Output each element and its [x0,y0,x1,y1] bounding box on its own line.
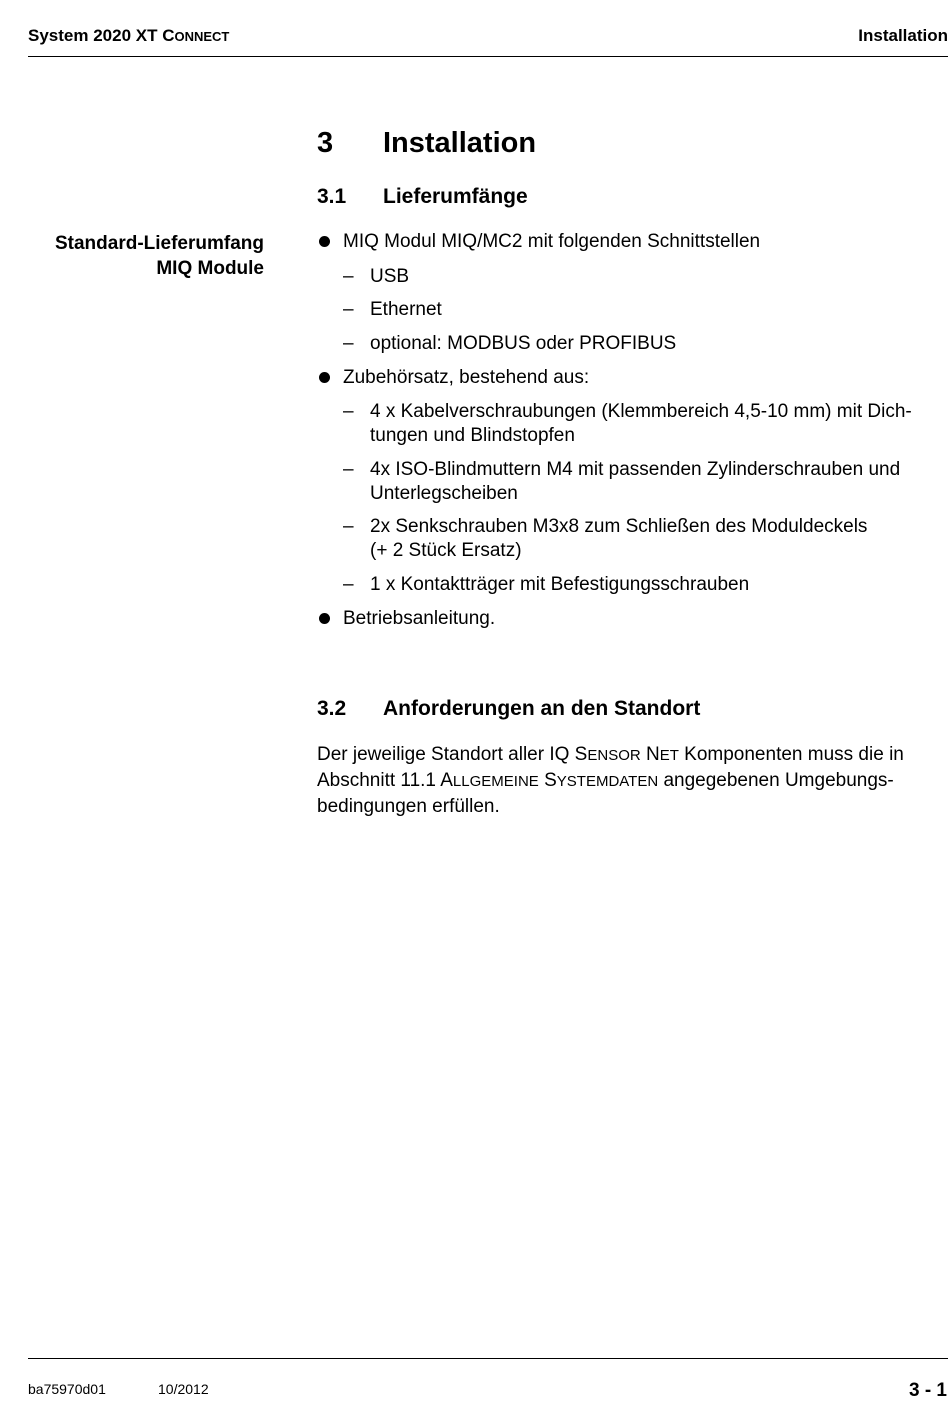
chapter-number: 3 [317,127,334,159]
page-number: 3 - 1 [908,1380,947,1401]
section-title: Anforderungen an den Standort [383,697,701,720]
dash-text [370,400,950,448]
body-paragraph [317,742,949,819]
bullet-text: Betriebsanleitung. [343,608,496,629]
smallcaps-rest: ENSOR [587,747,641,764]
smallcaps-initial: S [574,744,588,765]
margin-note-line: Standard-Lieferumfang [54,233,264,254]
smallcaps-rest: LLGEMEINE [452,773,539,790]
dash-text [370,458,950,506]
paragraph-text: Der jeweilige Standort aller IQ [317,744,575,765]
dash-text-line: 4x ISO-Blindmuttern M4 mit passenden Zylinderschrauben und [370,459,901,480]
smallcaps-rest: ET [659,747,679,764]
dash-text-line: 2x Senkschrauben M3x8 zum Schließen des Moduldeckels [370,516,868,537]
header-rule [28,56,948,57]
smallcaps-initial: S [544,770,557,791]
dash-text: optional: MODBUS oder PROFIBUS [370,333,677,354]
dash-text-line: Unterlegscheiben [370,483,518,504]
dash-text: USB [370,266,410,287]
page-header [28,26,948,48]
paragraph-text: Komponenten muss die in Abschnitt 11.1 [317,744,904,791]
dash-icon: – [343,459,354,480]
dash-icon: – [343,516,354,537]
section-title: Lieferumfänge [383,185,528,208]
header-chapter-name: Installation [858,26,948,45]
smallcaps-initial: A [440,770,453,791]
footer-doc-number: ba75970d01 [28,1381,106,1397]
bullet-dot-icon [319,372,330,383]
smallcaps-rest: YSTEMDATEN [556,773,659,790]
dash-text-line: 4 x Kabelverschraubungen (Klemmbereich 4,5-10 mm) mit Dich- [370,401,912,422]
dash-text [370,515,950,563]
footer-rule [28,1358,948,1359]
margin-note [55,231,264,281]
dash-icon: – [343,401,354,422]
header-product-prefix: System 2020 XT C [28,26,175,45]
dash-icon: – [343,299,354,320]
bullet-text: MIQ Modul MIQ/MC2 mit folgenden Schnittstellen [343,231,761,252]
bullet-dot-icon [319,236,330,247]
bullet-dot-icon [319,613,330,624]
footer-date: 10/2012 [158,1381,209,1397]
dash-text-line: tungen und Blindstopfen [370,425,575,446]
chapter-title: Installation [383,127,537,159]
smallcaps-initial: N [645,744,660,765]
section-number: 3.2 [317,697,347,720]
dash-text: 1 x Kontaktträger mit Befestigungsschrauben [370,574,750,595]
dash-icon: – [343,266,354,287]
header-product-smallcaps: ONNECT [174,29,230,44]
dash-icon: – [343,333,354,354]
bullet-text: Zubehörsatz, bestehend aus: [343,367,590,388]
dash-icon: – [343,574,354,595]
paragraph-text: angegebenen Umgebungs- bedingungen erfüllen. [317,770,894,817]
section-number: 3.1 [317,185,347,208]
margin-note-line: MIQ Module [156,258,264,279]
dash-text-line: (+ 2 Stück Ersatz) [370,540,522,561]
header-product-name [28,26,229,46]
dash-text: Ethernet [370,299,442,320]
